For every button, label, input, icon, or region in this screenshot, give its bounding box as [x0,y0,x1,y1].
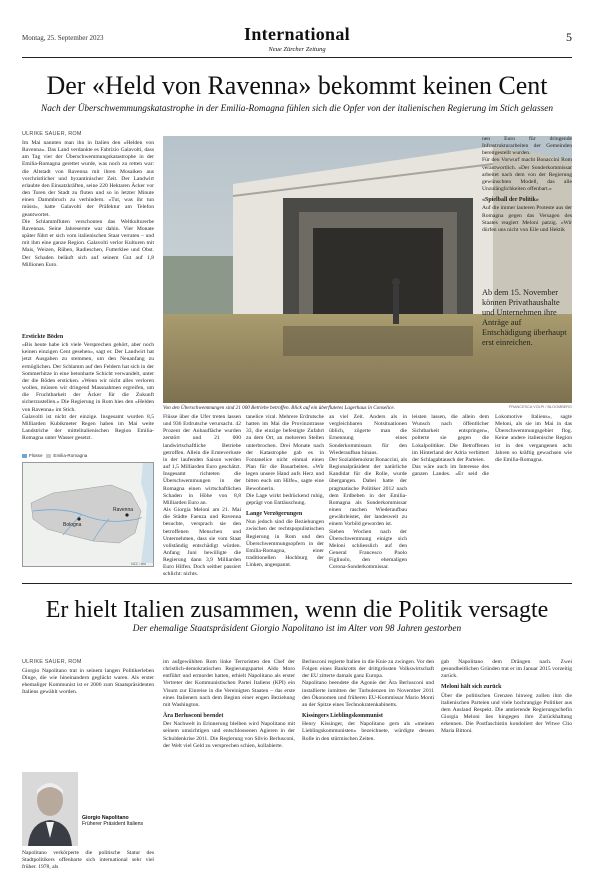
paragraph: Über die politischen Grenzen hinweg zollen ihm die italienischen Parteien und viele hochrangige Politiker aus dem Ausland Respekt. Die amtierende Regierungschefin Giorgia Meloni lies hingegen ihre Zurückhaltung erkennen. Die Postfaschistin kondoliert der Witwe Clio Maria Bittoni. [441,692,572,735]
paragraph: Nun jedoch sind die Beziehungen zwischen der rechtspopulistischen Regierung in Rom und den Überschwemmungsopfern in der Emilia-Romagna, einer traditionellen Hochburg der Linken, angespannt. [246,519,324,569]
masthead [22,24,572,53]
paragraph: im aufgewühlten Rom linke Terroristen den Chef der christlich-demokratischen Regierungspartei Aldo Moro entführt und ermordet hatten, erhielt Napolitano als erster Vertreter der Kommunistischen Partei Italiens (KPI) ein Visum zur Einreise in die Vereinigten Staaten – das erste eines Italieners nach dem Beginn einer engen Beziehung mit Washington. [163,659,295,708]
article2-headline: Er hielt Italien zusammen, wenn die Politik versagte [45,597,549,623]
paragraph: Flüsse über die Ufer treten lassen und 936 Erdrutsche verursacht. 42 Prozent der Anbaufläche wurden zerstört und 21 000 landwirtschaftliche Betriebe getroffen. Allein die Ernteverluste in der laufenden Saison werden auf 1,5 Milliarden Euro geschätzt. Insgesamt richteten die Überschwemmungen in der Romagna einen wirtschaftlichen Schaden in Höhe von 8,8 Milliarden Euro an. [163,414,241,506]
article2-column-3 [302,659,434,872]
photo-caption [163,405,572,411]
legend-swatch-rivers [22,454,27,458]
paragraph: gab Napolitano dem Drängen nach. Zwei gesundheitlichen Gründen trat er im Januar 2015 vorzeitig zurück. [441,659,572,680]
masthead-rule [22,57,572,58]
paragraph: tanelice viral. Mehrere Erdrutsche hatten im Mai die Provinzstrasse 33, die einzige befestigte Zufahrt zu dem Ort, an mehreren Stellen unterbrochen. Drei Monate nach der Katastrophe gab es in Fontanelice nicht einmal einen Plan für die Bauarbeiten. «Wir legen unsere Hand aufs Herz und bitten euch um Hilfe», sagte eine Bewohnerin. [246,414,324,492]
article2-byline: ULRIKE SAUER, ROM [22,659,82,665]
article2-column-1 [22,668,154,768]
article2-column-2 [163,659,295,872]
paragraph: Der Nachwelt in Erinnerung bleiben wird Napolitano mit seinem umsichtigen und entschlossenen Agieren in der Schuldenkrise 2011. Die Regierung von Silvio Berlusconi, der Welt viel Geld zu versprechen schien, kollabierte. [163,721,295,749]
article1-subhead: Nach der Überschwemmungskatastrophe in der Emilia-Romagna fühlen sich die Opfer von der italienischen Regierung im Stich gelassen [41,104,553,114]
paragraph: Im Mai nannten man ihn in Italien den «Helden von Ravenna». Das Land verdankte es Fabrizio Galavolti, dass am Tag vier der Überschwemmungskatastrophe in der Emilia-Romagna gerettet wurde, was noch zu retten war: die Altstadt von Ravenna mit ihren Mosaiken aus vorchristlicher und byzantinischer Zeit. Der Landwirt erlaubte den Einsatzkräften, seine 220 Hektaren Äcker vor den Toren der Stadt zu fluten und so in letzter Minute einen Dammbruch zu verhindern. «Tut, was ihr tun müsst», hatte Galavolti der Präfektur am Telefon geantwortet. [22,140,154,218]
paragraph: nen Euro für dringende Infrastrukturarbeiten der Gemeinden bereitgestellt wurden. [482,136,572,157]
caption-text: Von den Überschwemmungen sind 21 000 Betriebe betroffen. Blick auf ein überflutetes Lagerhaus in Conselice. [163,405,395,411]
map-graphic [23,463,154,567]
subheading-estickte-boeden: Erstickte Böden [22,334,64,340]
issue-date: Montag, 25. September 2023 [22,34,104,42]
photo-credit: FRANCESCA VOLPI / BLOOMBERG [508,405,572,409]
subheading: Ära Berlusconi beendet [163,713,224,720]
newspaper-name: Neue Zürcher Zeitung [268,46,326,53]
subheading: Kissingers Lieblingskommunist [302,713,383,720]
paragraph: Henry Kissinger, der Napolitano gern als «meinen Lieblingskommunisten» bezeichnete, würdigte dessen Rolle in den stürmischen Zeiten. [302,721,434,742]
article2-subhead: Der ehemalige Staatspräsident Giorgio Napolitano ist im Alter von 98 Jahren gestorben [132,624,462,634]
subheading: Lange Verzögerungen [246,511,303,518]
article1-column-5 [329,414,407,576]
portrait-role: Früherer Präsident Italiens [82,821,144,828]
article-separator [22,583,572,584]
paragraph: Galavolti ist nicht der einzige. Insgesamt wurden 8,5 Milliarden Kubikmeter Regen haben im Mai weite Landstriche der mittelitalienischen Region Emilia-Romagna unter Wasser gesetzt. [22,413,154,442]
paragraph: leisten lassen, die allein dem Wunsch nach öffentlicher Sichtbarkeit entspringen», polterte sie gegen die Lokalpolitiker. Die Betroffenen im Hinterland der Adria verbittert der Schlagabtausch der Parteien. [412,414,489,463]
subheading: «Spielball der Politik» [482,197,539,204]
paragraph: Der Sozialdemokrat Bonaccini, als Regionalpräsident der natürliche Kandidat für die Rolle, wurde übergangen. Dabei hatte der pragmatische Politiker 2012 nach dem Erdbeben in der Emilia-Romagna als Sonderkommissar einen raschen Wiederaufbau gewährleistet, der landesweit zu einem Vorbild geworden ist. [329,456,407,528]
paragraph: Die Schlammfluten verschonten das Weltkulturerbe Ravennas. Seine Jahresernte war dahin. Vier Monate später führt er sich vom italienischen Staat verraten – und mit ihm eine ganze Region. Galavolti verlor Kulturen mit Mais, Weizen, Rüben, Radieschen, Futterklee und Obst. Der Schaden beläuft sich auf seinem Gut auf 1,8 Millionen Euro. [22,218,154,268]
paragraph: Napolitano beendete die Agonie der Ära Berlusconi und installierte inmitten der Turbulenzen im November 2011 den Ökonomen und früheren EU-Kommissar Mario Monti an der Spitze eines Technokratenkabinetts. [302,680,434,708]
map-city-bologna: Bologna [63,522,82,528]
napolitano-portrait [22,772,78,846]
article2-column-4 [441,659,572,872]
subheading: Meloni hält sich zurück [441,684,502,691]
page-number: 5 [566,30,572,44]
paragraph: Auf die immer lauteren Proteste aus der Romagna gegen das Versagen des Staates reagiert Meloni patzig. «Wir dürfen uns nicht von Eile und Hektik [482,205,572,233]
portrait-name: Giorgio Napolitano [82,815,129,821]
paragraph: Für den Vorwurf macht Bonaccini Rom verantwortlich. «Der Sonderkommissar arbeitet nach dem von der Regierung gewünschten Modell, das alle Unzulänglichkeiten offenbart.» [482,157,572,193]
map-credit: NZZ / iaw [131,562,146,566]
paragraph: Die Lage wirkt bedrückend ruhig, geprägt von Enttäuschung. [246,492,324,506]
article1-byline: ULRIKE SAUER, ROM [22,131,82,137]
region-map [22,462,154,567]
article1-column-6 [412,414,572,576]
article2-column-1-tail [22,850,154,872]
paragraph: Das wäre auch im Interesse des ganzen Landes. «Er seid die Lokomotive Italiens», sagte Meloni, als sie im Mai in das Überschwemmungsgebiet flog. Keine andere italienische Region ist in den vergangenen acht Jahren so kräftig gewachsen wie die Emilia-Romagna. [412,414,572,478]
article1-column-7 [482,136,572,284]
article1-column-3 [163,414,241,576]
paragraph: Sieben Wochen nach der Überschwemmung einigte sich Meloni schliesslich auf den General Francesco Paolo Figliuolo, den ehemaligen Corona-Sonderkommissar. [329,528,407,571]
paragraph: Napolitano verkörperte die politische Statur des Stadtpolitikers offenbarte sich international sehr viel früher. 1978, als [22,850,154,871]
map-legend: Flüsse Emilia-Romagna [22,453,154,458]
pull-quote: Ab dem 15. November können Privathaushalte und Unternehmen ihre Anträge auf Entschädigung überhaupt erst einreichen. [482,288,567,347]
article1-headline: Der «Held von Ravenna» bekommt keinen Cent [46,71,548,100]
map-city-ravenna: Ravenna [113,507,134,513]
paragraph: Als Giorgia Meloni am 21. Mai die Städte Faenza und Ravenna besuchte, versprach sie den betroffenen Menschen und Unternehmen, dass sie vom Staat vollständig entschädigt würden. Anfang Juni bewilligte die Regierung dann 3,9 Milliarden Euro Hilfen. Doch seither passiert schlicht: nichts. [163,507,241,576]
legend-swatch-region [46,454,51,458]
paragraph: Giorgio Napolitano trat in seinem langen Politikerleben Dinge, die wie hineinandern geglückt waren. Als erster ehemaliger Kommunist ist er 2006 zum Staatspräsidenten Italiens gewählt worden. [22,668,154,696]
portrait-caption [82,815,152,828]
article1-column-4 [246,414,324,576]
section-title: International [244,24,350,44]
portrait-graphic [22,772,78,846]
paragraph: «Bis heute habe ich viele Versprechen gehört, aber noch keinen einzigen Cent gesehen», sagt er. Der Landwirt hat jetzt Ausgaben zu stemmen, um den Neuanfang zu ermöglichen. Der Schlamm auf den Feldern hat sich in der Sommerhitze in eine betonharte Schicht verwandelt, unter der die Böden ersticken. «Wenn wir nicht alles verloren wollen, müssen wir dringend Massnahmen ergreifen, um die Fruchtbarkeit der Äcker für die Zukunft sicherzustellen.» Die Regierung in Rom hies den «Helden von Ravenna» im Stich. [22,342,154,413]
paragraph: an viel Zeit. Anders als in vergleichbaren Notsituationen üblich, zögerte man die Ernennung eines Sonderkommissars für den Wiederaufbau hinaus. [329,414,407,456]
paragraph: Berlusconi regierte Italien in die Knie zu zwingen. Vor den Folgen eines Bankrotts der drittgrössten Volkswirtschaft der EU zitterte damals ganz Europa. [302,659,434,680]
article1-column-1 [22,140,154,326]
article1-column-1b [22,330,154,450]
